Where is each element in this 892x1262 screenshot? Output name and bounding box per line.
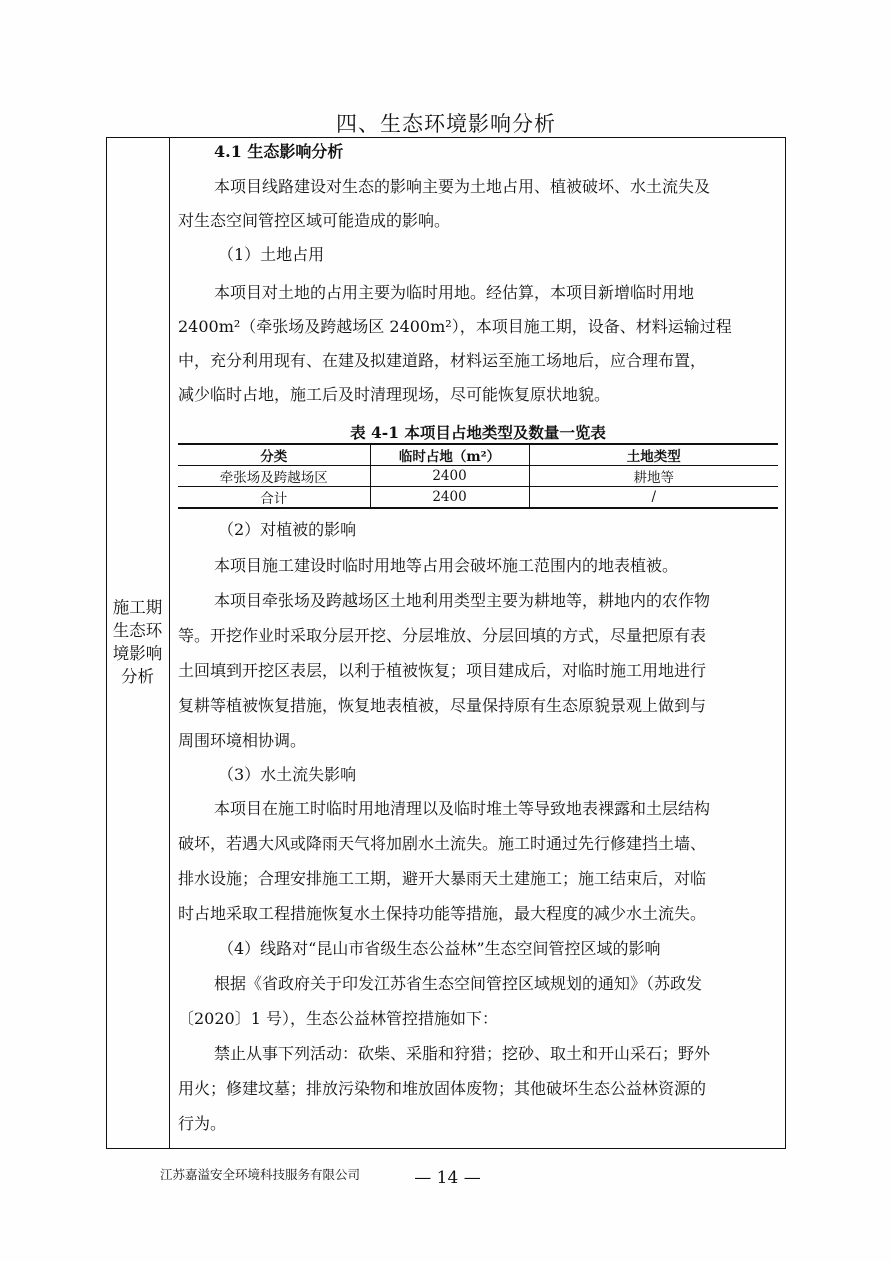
column-header: 临时占地（m²） <box>370 444 529 466</box>
text-line: 禁止从事下列活动：砍柴、采脂和狩猎；挖砂、取土和开山采石；野外 <box>214 1044 711 1063</box>
land-use-table <box>178 443 778 509</box>
text-line: 破坏，若遇大风或降雨天气将加剧水土流失。施工时通过先行修建挡土墙、 <box>178 834 707 853</box>
column-header: 土地类型 <box>529 444 778 466</box>
table-title: 表 4-1 本项目占地类型及数量一览表 <box>350 423 606 442</box>
table-cell: / <box>529 487 778 509</box>
subsection-heading: （4）线路对“昆山市省级生态公益林”生态空间管控区域的影响 <box>218 939 661 958</box>
text-line: 等。开挖作业时采取分层开挖、分层堆放、分层回填的方式，尽量把原有表 <box>178 626 707 645</box>
page-number: — 14 — <box>414 1168 481 1188</box>
table-cell: 耕地等 <box>529 466 778 487</box>
table-row <box>178 487 778 509</box>
text-line: 对生态空间管控区域可能造成的影响。 <box>178 211 451 230</box>
footer-company: 江苏嘉溢安全环境科技服务有限公司 <box>160 1167 361 1182</box>
table-cell: 合计 <box>178 487 370 509</box>
column-header: 分类 <box>178 444 370 466</box>
text-line: 本项目牵张场及跨越场区土地利用类型主要为耕地等，耕地内的农作物 <box>214 591 711 610</box>
text-line: 周围环境相协调。 <box>178 731 307 750</box>
subsection-heading: （1）土地占用 <box>218 245 325 264</box>
side-label-line: 施工期 <box>112 598 163 617</box>
text-line: 复耕等植被恢复措施，恢复地表植被，尽量保持原有生态原貌景观上做到与 <box>178 696 707 715</box>
table-cell: 2400 <box>370 466 529 487</box>
column-divider <box>169 137 170 1149</box>
text-line: 土回填到开挖区表层，以利于植被恢复；项目建成后，对临时施工用地进行 <box>178 661 707 680</box>
text-line: 减少临时占地，施工后及时清理现场，尽可能恢复原状地貌。 <box>178 385 611 404</box>
section-heading: 4.1 生态影响分析 <box>214 142 344 161</box>
text-line: 本项目线路建设对生态的影响主要为土地占用、植被破坏、水土流失及 <box>214 177 711 196</box>
text-line: 本项目对土地的占用主要为临时用地。经估算，本项目新增临时用地 <box>214 283 695 302</box>
subsection-heading: （3）水土流失影响 <box>218 765 357 784</box>
text-line: 排水设施；合理安排施工工期，避开大暴雨天土建施工；施工结束后，对临 <box>178 869 707 888</box>
table-row <box>178 466 778 487</box>
text-line: 本项目在施工时临时用地清理以及临时堆土等导致地表裸露和土层结构 <box>214 799 711 818</box>
text-line: 用火；修建坟墓；排放污染物和堆放固体废物；其他破坏生态公益林资源的 <box>178 1079 707 1098</box>
text-line: 行为。 <box>178 1114 227 1133</box>
table-cell: 2400 <box>370 487 529 509</box>
subsection-heading: （2）对植被的影响 <box>218 520 357 539</box>
page-title: 四、生态环境影响分析 <box>336 112 556 136</box>
side-label-line: 境影响 <box>112 644 163 663</box>
side-label <box>106 596 169 688</box>
side-label-line: 分析 <box>121 667 154 686</box>
side-label-line: 生态环 <box>112 621 163 640</box>
table-cell: 牵张场及跨越场区 <box>178 466 370 487</box>
text-line: 根据《省政府关于印发江苏省生态空间管控区域规划的通知》（苏政发 <box>214 974 703 993</box>
text-line: 2400m²（牵张场及跨越场区 2400m²），本项目施工期，设备、材料运输过程 <box>178 317 732 336</box>
text-line: 时占地采取工程措施恢复水土保持功能等措施，最大程度的减少水土流失。 <box>178 904 707 923</box>
text-line: 中，充分利用现有、在建及拟建道路，材料运至施工场地后，应合理布置， <box>178 351 707 370</box>
text-line: 本项目施工建设时临时用地等占用会破坏施工范围内的地表植被。 <box>214 556 679 575</box>
text-line: 〔2020〕1 号），生态公益林管控措施如下： <box>178 1009 498 1028</box>
table-header-row <box>178 444 778 466</box>
